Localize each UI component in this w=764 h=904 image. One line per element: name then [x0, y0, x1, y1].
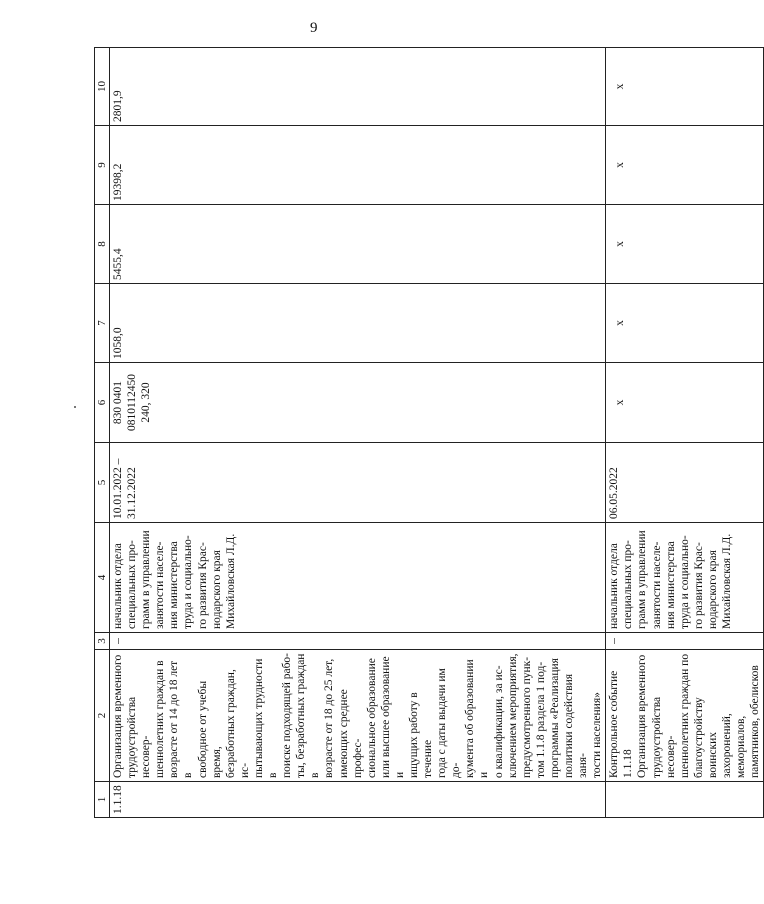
- amount-col-9: х: [614, 162, 627, 168]
- page-number: 9: [310, 20, 318, 36]
- header-cell: 2: [95, 650, 110, 782]
- responsible-person: начальник отдела специальных про- грамм в управлении занятости населе- ния министерства труда и социально- го развития Крас- нодарского края Михайловская Л.Д.: [110, 523, 606, 633]
- responsible-person: начальник отдела специальных про- грамм в управлении занятости населе- ния министерства труда и социально- го развития Крас- нодарского края Михайловская Л.Д.: [606, 523, 764, 633]
- amount-col-7: 1058,0: [110, 284, 606, 363]
- header-cell: 7: [95, 284, 110, 363]
- amount-col-8: х: [614, 241, 627, 247]
- header-cell: 3: [95, 633, 110, 650]
- header-cell: 1: [95, 782, 110, 818]
- measure-name: Организация временного трудоустройства несовер- шеннолетних граждан в возрасте от 14 до 18 лет в свободное от учебы время, безработных граждан, ис- пытывающих трудности в поиске подходящей рабо- ты, безработных граждан в возрасте от 18 до 25 лет, имеющих среднее профес- сиональное образование или высшее образование и ищущих работу в течение года с даты выдачи им до- кумента об образовании и о квалификации, за ис- ключением мероприятия, предусмотренного пунк- том 1.1.8 раздела 1 под- программы «Реализация политики содействия заня- тости населения»: [110, 650, 606, 782]
- amount-col-10: х: [614, 83, 627, 90]
- column-3-value: –: [110, 633, 606, 650]
- amount-col-7: х: [614, 320, 627, 326]
- program-table: [94, 47, 764, 818]
- header-row: [95, 48, 110, 818]
- budget-code: х: [614, 399, 627, 406]
- header-cell: 4: [95, 523, 110, 633]
- control-event-name: Контрольное событие 1.1.18 Организация временного трудоустройства несовер- шеннолетних граждан по благоустройству воинских захоронений, мемориалов, памятников, обелисков: [606, 650, 764, 782]
- amount-col-8: 5455,4: [110, 205, 606, 284]
- period: 10.01.2022 – 31.12.2022: [110, 443, 606, 523]
- amount-col-10: 2801,9: [110, 48, 606, 126]
- column-3-value: –: [606, 633, 764, 650]
- header-cell: 6: [95, 363, 110, 443]
- budget-code: 830 0401 0810112450 240, 320: [110, 363, 606, 443]
- row-number: 1.1.18: [110, 782, 606, 818]
- header-cell: 9: [95, 126, 110, 205]
- amount-col-9: 19398,2: [110, 126, 606, 205]
- header-cell: 10: [95, 48, 110, 126]
- rotated-table-container: [94, 48, 762, 818]
- table-row: [110, 48, 606, 818]
- header-cell: 5: [95, 443, 110, 523]
- row-number: [606, 782, 764, 818]
- scan-speck: [74, 406, 76, 408]
- table-row: [606, 48, 764, 818]
- period: 06.05.2022: [606, 443, 764, 523]
- header-cell: 8: [95, 205, 110, 284]
